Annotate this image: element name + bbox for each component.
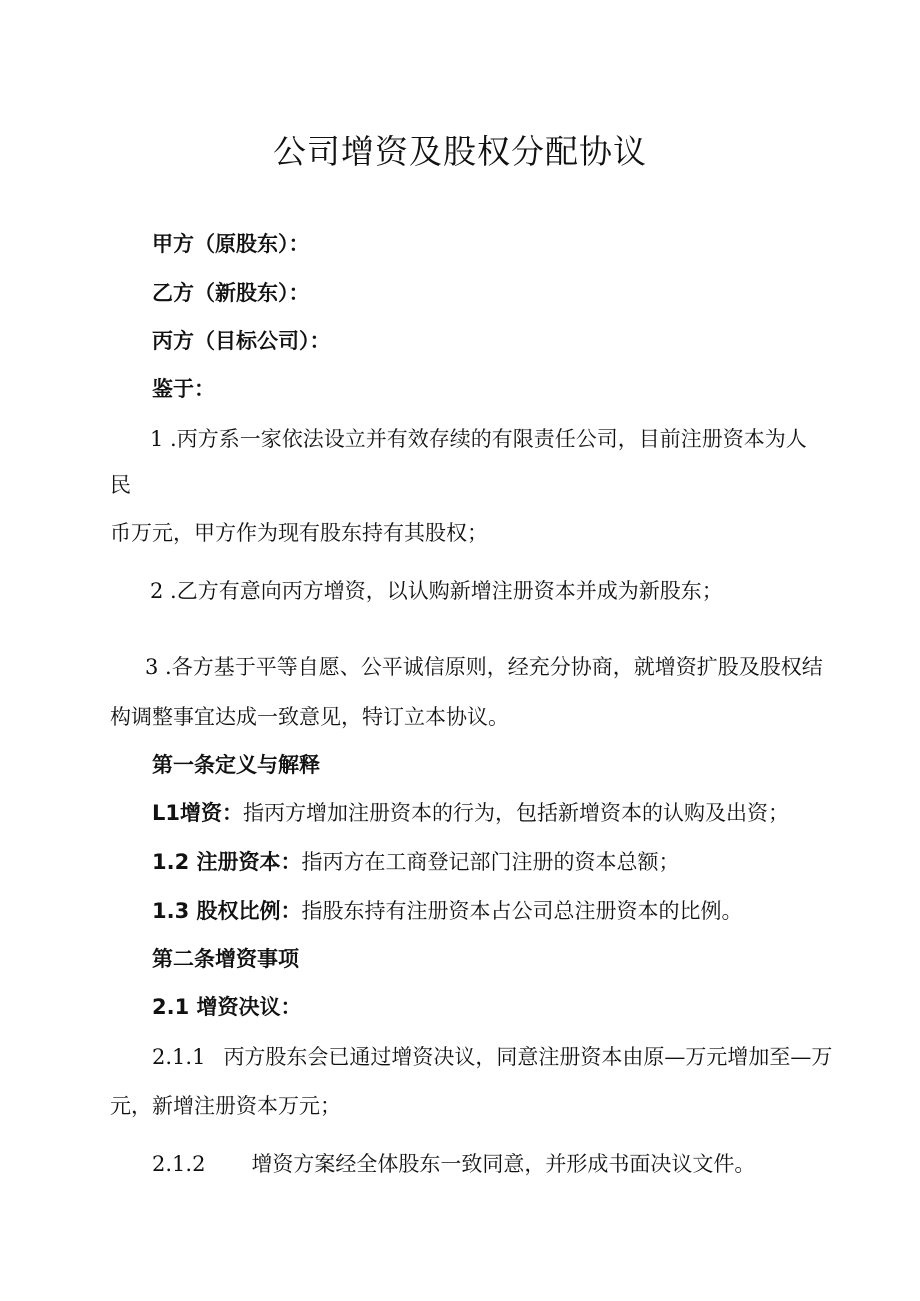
- definition-3-text: 指股东持有注册资本占公司总注册资本的比例。: [301, 899, 743, 923]
- clause-2-1-1-line-2: 元，新增注册资本万元；: [110, 1094, 341, 1118]
- section-2-1-heading: 2.1 增资决议：: [152, 995, 302, 1019]
- whereas-item-3-line-2: 构调整事宜达成一致意见，特订立本协议。: [110, 705, 509, 729]
- clause-2-1-2-text: 增资方案经全体股东一致同意，并形成书面决议文件。: [251, 1152, 756, 1176]
- definition-2: [152, 846, 680, 876]
- definition-3-term: 1.3 股权比例：: [152, 899, 302, 923]
- party-c-label: 丙方（目标公司）：: [152, 329, 331, 353]
- whereas-item-3-line-1: 3 .各方基于平等自愿、公平诚信原则，经充分协商，就增资扩股及股权结: [145, 655, 823, 679]
- clause-2-1-2: [152, 1148, 755, 1178]
- whereas-item-1-line-1: 1 .丙方系一家依法设立并有效存续的有限责任公司，目前注册资本为人: [150, 427, 807, 451]
- clause-2-1-2-number: 2.1.2: [152, 1152, 206, 1176]
- definition-1-term: L1增资：: [152, 801, 243, 825]
- definition-3: [152, 895, 743, 925]
- whereas-item-1-line-2: 民: [110, 473, 131, 497]
- clause-2-1-1-number: 2.1.1: [152, 1045, 206, 1069]
- document-title: 公司增资及股权分配协议: [273, 132, 647, 171]
- definition-1-text: 指丙方增加注册资本的行为，包括新增资本的认购及出资；: [243, 801, 789, 825]
- whereas-heading: 鉴于：: [152, 377, 215, 401]
- whereas-item-1-line-3: 币万元，甲方作为现有股东持有其股权；: [110, 521, 488, 545]
- definition-2-text: 指丙方在工商登记部门注册的资本总额；: [301, 850, 680, 874]
- clause-2-1-1-line-1: [152, 1041, 832, 1071]
- definition-1: [152, 797, 789, 827]
- article-1-heading: 第一条定义与解释: [152, 753, 320, 777]
- whereas-item-2: 2 .乙方有意向丙方增资，以认购新增注册资本并成为新股东；: [150, 579, 723, 603]
- definition-2-term: 1.2 注册资本：: [152, 850, 302, 874]
- party-b-label: 乙方（新股东）：: [152, 281, 310, 305]
- article-2-heading: 第二条增资事项: [152, 947, 299, 971]
- clause-2-1-1-text: 丙方股东会已通过增资决议，同意注册资本由原—万元增加至—万: [223, 1045, 833, 1069]
- party-a-label: 甲方（原股东）：: [152, 232, 310, 256]
